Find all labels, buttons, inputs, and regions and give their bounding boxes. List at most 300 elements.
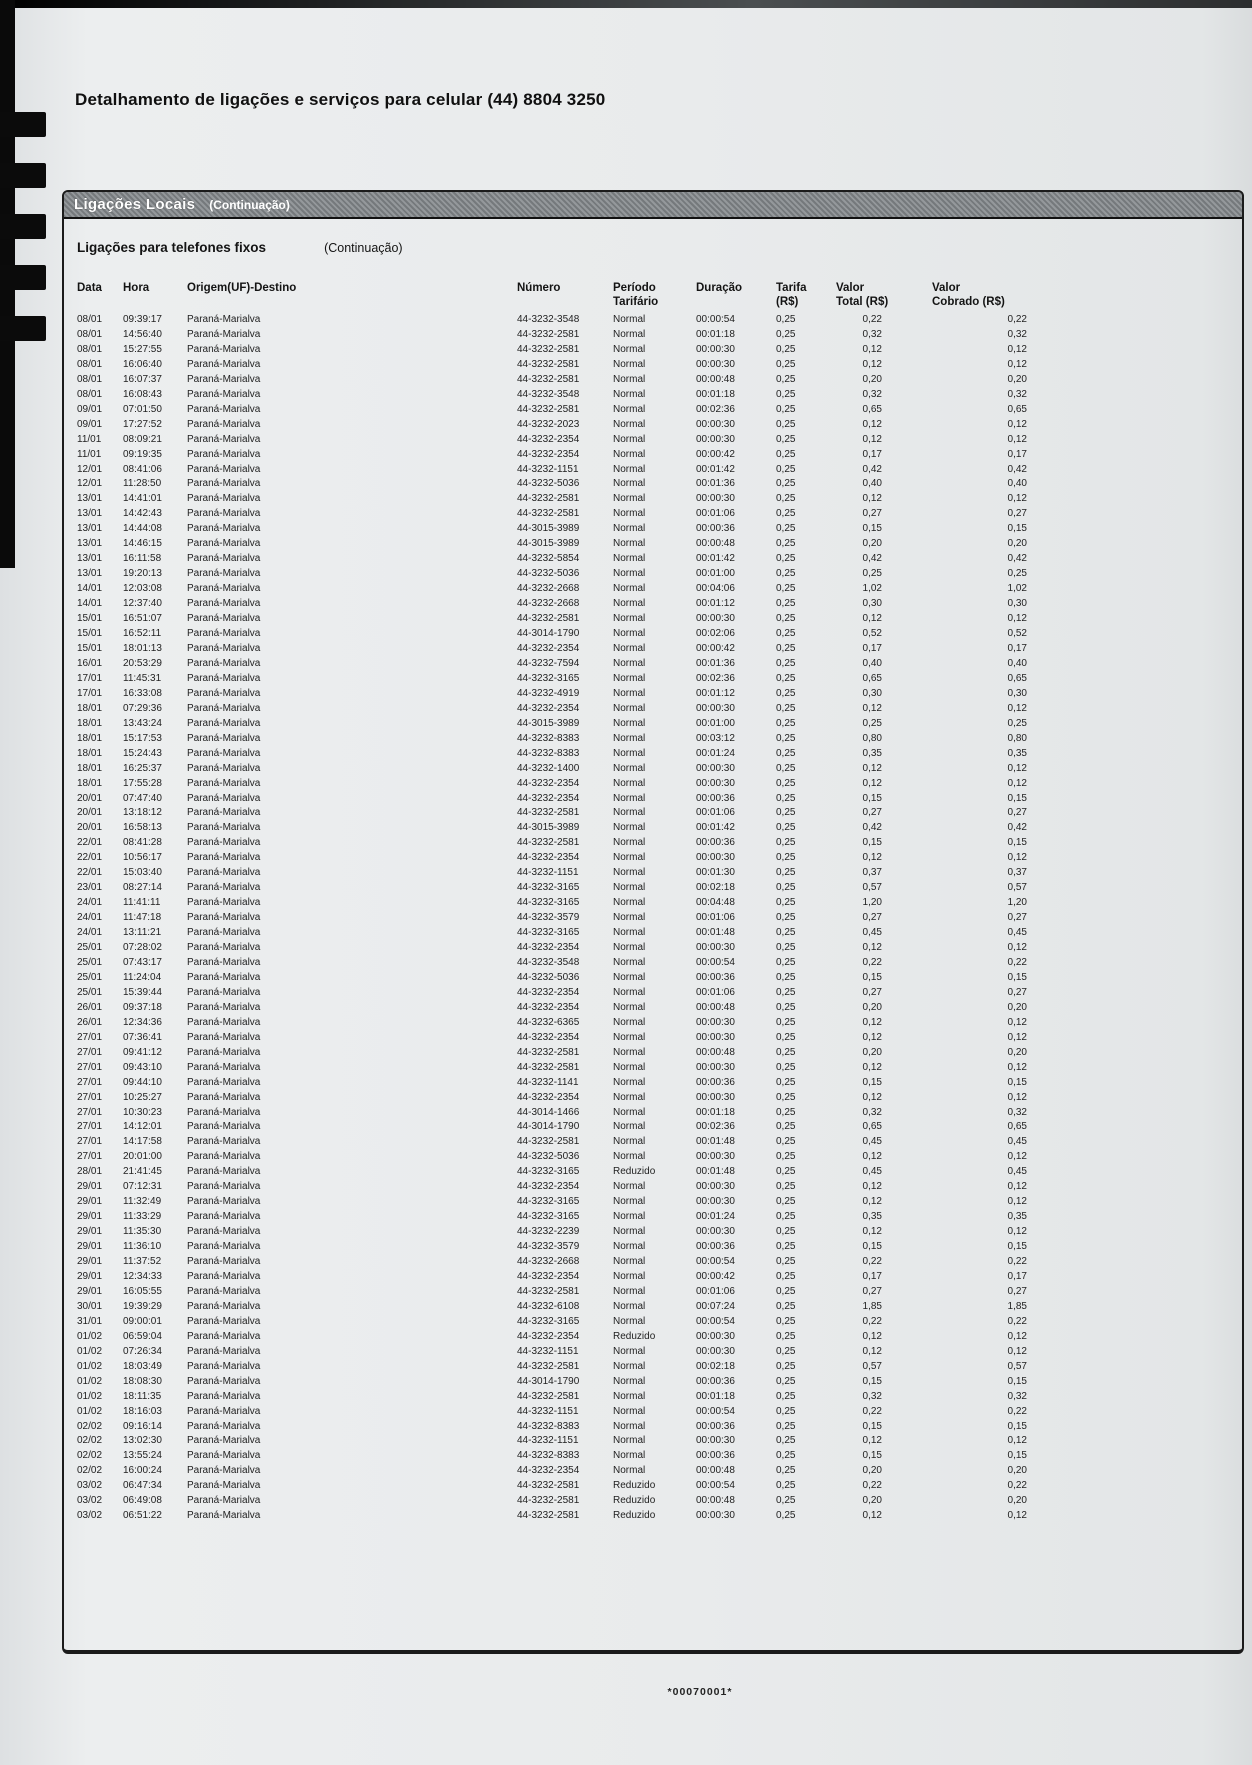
cell-periodo: Normal <box>613 1271 646 1282</box>
cell-periodo: Normal <box>613 1001 646 1013</box>
cell-data: 18/01 <box>77 717 103 729</box>
cell-hora: 17:55:28 <box>123 777 162 789</box>
cell-data: 27/01 <box>77 1106 103 1118</box>
cell-tarifa: 0,25 <box>776 1001 796 1013</box>
cell-data: 30/01 <box>77 1300 103 1312</box>
cell-data: 17/01 <box>77 687 103 699</box>
cell-hora: 09:19:35 <box>123 448 162 460</box>
cell-periodo: Reduzido <box>613 1510 656 1522</box>
cell-duracao: 00:01:24 <box>696 747 735 759</box>
cell-duracao: 00:03:12 <box>696 732 735 744</box>
cell-valor-total: 0,15 <box>862 971 882 983</box>
table-row <box>77 806 1029 821</box>
table-row <box>77 567 1029 582</box>
cell-periodo: Normal <box>613 927 646 939</box>
cell-data: 29/01 <box>77 1256 103 1268</box>
table-row <box>77 956 1029 971</box>
cell-data: 08/01 <box>77 343 103 355</box>
cell-origem: Paraná-Marialva <box>187 1181 261 1193</box>
cell-periodo: Normal <box>613 448 646 460</box>
cell-valor-cobrado: 0,22 <box>1007 956 1027 968</box>
table-row <box>77 1016 1029 1031</box>
subsection-title: Ligações para telefones fixos <box>77 240 267 255</box>
cell-numero: 44-3232-2239 <box>517 1226 580 1238</box>
cell-valor-total: 0,30 <box>862 598 882 610</box>
cell-data: 08/01 <box>77 358 103 370</box>
cell-valor-cobrado: 0,17 <box>1007 1271 1027 1282</box>
cell-tarifa: 0,25 <box>776 657 796 669</box>
cell-numero: 44-3232-2354 <box>517 986 580 998</box>
cell-hora: 09:41:12 <box>123 1046 162 1058</box>
cell-data: 15/01 <box>77 613 103 625</box>
cell-origem: Paraná-Marialva <box>187 1211 261 1223</box>
cell-periodo: Normal <box>613 628 646 640</box>
cell-valor-cobrado: 0,12 <box>1007 1061 1027 1073</box>
cell-valor-total: 0,22 <box>862 1256 882 1268</box>
scan-edge-top <box>0 0 1252 8</box>
cell-hora: 07:36:41 <box>123 1031 162 1043</box>
cell-periodo: Normal <box>613 912 646 924</box>
scan-binding-mark <box>0 214 46 239</box>
cell-valor-cobrado: 0,12 <box>1007 1435 1027 1447</box>
cell-duracao: 00:04:48 <box>696 897 735 909</box>
cell-tarifa: 0,25 <box>776 852 796 864</box>
cell-numero: 44-3232-5036 <box>517 1151 580 1163</box>
table-row <box>77 1360 1029 1375</box>
cell-periodo: Normal <box>613 702 646 714</box>
table-row <box>77 1165 1029 1180</box>
cell-duracao: 00:00:54 <box>696 1480 735 1492</box>
cell-tarifa: 0,25 <box>776 1106 796 1118</box>
cell-valor-total: 0,22 <box>862 1480 882 1492</box>
cell-valor-total: 0,12 <box>862 1016 882 1028</box>
cell-hora: 10:30:23 <box>123 1106 162 1118</box>
cell-data: 16/01 <box>77 657 103 669</box>
cell-tarifa: 0,25 <box>776 418 796 430</box>
cell-valor-total: 0,27 <box>862 807 882 819</box>
cell-hora: 16:06:40 <box>123 358 162 370</box>
cell-numero: 44-3232-2354 <box>517 1271 580 1282</box>
cell-valor-cobrado: 0,12 <box>1007 1510 1027 1522</box>
table-row <box>77 1494 1029 1509</box>
cell-periodo: Reduzido <box>613 1480 656 1492</box>
cell-valor-total: 0,15 <box>862 1375 882 1387</box>
cell-numero: 44-3232-5036 <box>517 568 580 580</box>
cell-hora: 06:49:08 <box>123 1495 162 1507</box>
cell-hora: 14:41:01 <box>123 493 162 505</box>
cell-valor-cobrado: 0,32 <box>1007 328 1027 340</box>
cell-duracao: 00:00:30 <box>696 358 735 370</box>
cell-hora: 11:32:49 <box>123 1196 162 1208</box>
cell-numero: 44-3232-2354 <box>517 1031 580 1043</box>
cell-origem: Paraná-Marialva <box>187 956 261 968</box>
cell-origem: Paraná-Marialva <box>187 882 261 894</box>
cell-tarifa: 0,25 <box>776 837 796 849</box>
cell-data: 14/01 <box>77 583 103 595</box>
table-row <box>77 507 1029 522</box>
cell-valor-total: 0,17 <box>862 642 882 654</box>
cell-duracao: 00:00:54 <box>696 314 735 325</box>
cell-valor-total: 1,02 <box>862 583 882 595</box>
table-row <box>77 702 1029 717</box>
cell-numero: 44-3232-2581 <box>517 1390 580 1402</box>
cell-valor-cobrado: 0,20 <box>1007 1046 1027 1058</box>
cell-origem: Paraná-Marialva <box>187 418 261 430</box>
cell-data: 09/01 <box>77 418 103 430</box>
cell-numero: 44-3232-6108 <box>517 1300 580 1312</box>
cell-data: 02/02 <box>77 1465 103 1477</box>
cell-duracao: 00:00:30 <box>696 1330 735 1342</box>
cell-hora: 11:35:30 <box>123 1226 162 1238</box>
cell-origem: Paraná-Marialva <box>187 328 261 340</box>
cell-duracao: 00:00:54 <box>696 1256 735 1268</box>
cell-tarifa: 0,25 <box>776 717 796 729</box>
cell-tarifa: 0,25 <box>776 538 796 550</box>
cell-duracao: 00:00:30 <box>696 1031 735 1043</box>
cell-data: 29/01 <box>77 1226 103 1238</box>
cell-duracao: 00:01:18 <box>696 1106 735 1118</box>
cell-hora: 09:16:14 <box>123 1420 162 1432</box>
cell-duracao: 00:00:42 <box>696 448 735 460</box>
cell-data: 15/01 <box>77 628 103 640</box>
table-row <box>77 388 1029 403</box>
table-row <box>77 313 1029 328</box>
cell-valor-total: 0,35 <box>862 747 882 759</box>
cell-valor-total: 0,32 <box>862 388 882 400</box>
cell-tarifa: 0,25 <box>776 478 796 490</box>
cell-duracao: 00:00:48 <box>696 1001 735 1013</box>
cell-data: 08/01 <box>77 373 103 385</box>
cell-valor-cobrado: 0,12 <box>1007 1345 1027 1357</box>
cell-valor-cobrado: 0,15 <box>1007 1420 1027 1432</box>
section-continuation-label: (Continuação) <box>209 197 290 212</box>
cell-duracao: 00:00:30 <box>696 852 735 864</box>
cell-periodo: Normal <box>613 613 646 625</box>
cell-duracao: 00:01:18 <box>696 388 735 400</box>
cell-duracao: 00:00:36 <box>696 1375 735 1387</box>
cell-hora: 10:25:27 <box>123 1091 162 1103</box>
table-row <box>77 986 1029 1001</box>
cell-valor-cobrado: 1,02 <box>1007 583 1027 595</box>
cell-valor-total: 0,12 <box>862 433 882 445</box>
cell-valor-cobrado: 0,12 <box>1007 942 1027 954</box>
cell-numero: 44-3232-2668 <box>517 598 580 610</box>
cell-hora: 16:52:11 <box>123 628 162 640</box>
cell-numero: 44-3232-2581 <box>517 328 580 340</box>
cell-origem: Paraná-Marialva <box>187 867 261 879</box>
cell-data: 13/01 <box>77 568 103 580</box>
cell-data: 01/02 <box>77 1390 103 1402</box>
cell-periodo: Normal <box>613 373 646 385</box>
table-row <box>77 1464 1029 1479</box>
cell-data: 24/01 <box>77 897 103 909</box>
cell-duracao: 00:00:54 <box>696 1405 735 1417</box>
cell-tarifa: 0,25 <box>776 1211 796 1223</box>
cell-periodo: Reduzido <box>613 1166 656 1178</box>
cell-valor-total: 0,20 <box>862 538 882 550</box>
cell-tarifa: 0,25 <box>776 1091 796 1103</box>
cell-numero: 44-3232-3165 <box>517 1166 580 1178</box>
cell-data: 03/02 <box>77 1480 103 1492</box>
cell-tarifa: 0,25 <box>776 1061 796 1073</box>
cell-duracao: 00:00:30 <box>696 1091 735 1103</box>
cell-origem: Paraná-Marialva <box>187 373 261 385</box>
cell-numero: 44-3232-2354 <box>517 448 580 460</box>
cell-tarifa: 0,25 <box>776 628 796 640</box>
cell-periodo: Reduzido <box>613 1495 656 1507</box>
cell-valor-cobrado: 0,20 <box>1007 538 1027 550</box>
cell-hora: 08:27:14 <box>123 882 162 894</box>
cell-numero: 44-3232-7594 <box>517 657 580 669</box>
cell-data: 13/01 <box>77 493 103 505</box>
cell-tarifa: 0,25 <box>776 1300 796 1312</box>
cell-duracao: 00:00:36 <box>696 837 735 849</box>
cell-numero: 44-3232-1400 <box>517 762 580 774</box>
cell-hora: 14:56:40 <box>123 328 162 340</box>
cell-valor-total: 0,57 <box>862 882 882 894</box>
cell-periodo: Normal <box>613 433 646 445</box>
cell-valor-cobrado: 0,12 <box>1007 762 1027 774</box>
cell-hora: 15:39:44 <box>123 986 162 998</box>
cell-periodo: Normal <box>613 1405 646 1417</box>
cell-hora: 15:03:40 <box>123 867 162 879</box>
table-row <box>77 941 1029 956</box>
cell-hora: 15:17:53 <box>123 732 162 744</box>
cell-tarifa: 0,25 <box>776 1510 796 1522</box>
cell-valor-total: 0,12 <box>862 1510 882 1522</box>
cell-origem: Paraná-Marialva <box>187 702 261 714</box>
cell-numero: 44-3232-2581 <box>517 493 580 505</box>
header-data: Data <box>77 282 102 294</box>
cell-duracao: 00:01:48 <box>696 927 735 939</box>
cell-origem: Paraná-Marialva <box>187 448 261 460</box>
cell-tarifa: 0,25 <box>776 373 796 385</box>
table-row <box>77 836 1029 851</box>
cell-numero: 44-3232-2581 <box>517 373 580 385</box>
cell-periodo: Normal <box>613 1360 646 1372</box>
cell-data: 25/01 <box>77 971 103 983</box>
cell-numero: 44-3232-3548 <box>517 388 580 400</box>
cell-origem: Paraná-Marialva <box>187 1271 261 1282</box>
cell-hora: 18:01:13 <box>123 642 162 654</box>
cell-periodo: Normal <box>613 403 646 415</box>
cell-hora: 16:05:55 <box>123 1285 162 1297</box>
cell-hora: 07:28:02 <box>123 942 162 954</box>
cell-data: 27/01 <box>77 1046 103 1058</box>
cell-data: 02/02 <box>77 1435 103 1447</box>
cell-duracao: 00:00:42 <box>696 642 735 654</box>
cell-duracao: 00:01:06 <box>696 508 735 520</box>
cell-origem: Paraná-Marialva <box>187 642 261 654</box>
cell-valor-cobrado: 0,15 <box>1007 523 1027 535</box>
cell-origem: Paraná-Marialva <box>187 732 261 744</box>
cell-duracao: 00:00:30 <box>696 777 735 789</box>
cell-valor-total: 0,65 <box>862 1121 882 1133</box>
cell-valor-total: 0,12 <box>862 852 882 864</box>
calls-table-header <box>77 269 1029 313</box>
cell-origem: Paraná-Marialva <box>187 388 261 400</box>
table-row <box>77 1001 1029 1016</box>
cell-numero: 44-3232-3165 <box>517 672 580 684</box>
cell-origem: Paraná-Marialva <box>187 687 261 699</box>
cell-hora: 08:09:21 <box>123 433 162 445</box>
cell-numero: 44-3232-5854 <box>517 553 580 565</box>
cell-valor-cobrado: 0,12 <box>1007 493 1027 505</box>
header-periodo-line2: Tarifário <box>613 296 659 308</box>
cell-valor-cobrado: 0,17 <box>1007 448 1027 460</box>
cell-valor-cobrado: 1,20 <box>1007 897 1027 909</box>
cell-numero: 44-3232-2581 <box>517 358 580 370</box>
scan-binding-mark <box>0 163 46 188</box>
cell-tarifa: 0,25 <box>776 568 796 580</box>
cell-data: 24/01 <box>77 912 103 924</box>
cell-numero: 44-3232-1151 <box>517 463 579 475</box>
cell-valor-cobrado: 0,35 <box>1007 1211 1027 1223</box>
scan-binding-mark <box>0 316 46 341</box>
cell-periodo: Normal <box>613 314 646 325</box>
header-periodo <box>613 269 696 313</box>
cell-hora: 16:51:07 <box>123 613 162 625</box>
cell-origem: Paraná-Marialva <box>187 1121 261 1133</box>
cell-tarifa: 0,25 <box>776 687 796 699</box>
cell-origem: Paraná-Marialva <box>187 1031 261 1043</box>
cell-valor-total: 0,65 <box>862 403 882 415</box>
cell-numero: 44-3015-3989 <box>517 822 580 834</box>
cell-periodo: Normal <box>613 1465 646 1477</box>
cell-periodo: Normal <box>613 642 646 654</box>
cell-periodo: Normal <box>613 1285 646 1297</box>
cell-numero: 44-3232-2354 <box>517 433 580 445</box>
cell-tarifa: 0,25 <box>776 1480 796 1492</box>
cell-hora: 18:16:03 <box>123 1405 162 1417</box>
cell-numero: 44-3014-1790 <box>517 1375 580 1387</box>
cell-data: 01/02 <box>77 1375 103 1387</box>
cell-valor-total: 0,42 <box>862 553 882 565</box>
cell-numero: 44-3232-2354 <box>517 792 580 804</box>
cell-origem: Paraná-Marialva <box>187 912 261 924</box>
cell-numero: 44-3232-2581 <box>517 403 580 415</box>
cell-data: 15/01 <box>77 642 103 654</box>
cell-origem: Paraná-Marialva <box>187 508 261 520</box>
cell-duracao: 00:01:06 <box>696 807 735 819</box>
table-row <box>77 881 1029 896</box>
cell-origem: Paraná-Marialva <box>187 762 261 774</box>
cell-duracao: 00:01:00 <box>696 568 735 580</box>
table-row <box>77 328 1029 343</box>
cell-duracao: 00:00:48 <box>696 373 735 385</box>
cell-hora: 06:51:22 <box>123 1510 162 1522</box>
cell-valor-total: 0,27 <box>862 912 882 924</box>
cell-numero: 44-3232-8383 <box>517 747 580 759</box>
cell-valor-total: 0,12 <box>862 1196 882 1208</box>
cell-origem: Paraná-Marialva <box>187 747 261 759</box>
cell-tarifa: 0,25 <box>776 1196 796 1208</box>
cell-hora: 17:27:52 <box>123 418 162 430</box>
cell-periodo: Reduzido <box>613 1330 656 1342</box>
table-row <box>77 418 1029 433</box>
header-valor-cobrado-line2: Cobrado (R$) <box>932 296 1005 308</box>
cell-numero: 44-3015-3989 <box>517 538 580 550</box>
cell-periodo: Normal <box>613 493 646 505</box>
cell-periodo: Normal <box>613 1091 646 1103</box>
cell-duracao: 00:07:24 <box>696 1300 735 1312</box>
cell-duracao: 00:02:36 <box>696 1121 735 1133</box>
cell-duracao: 00:00:30 <box>696 343 735 355</box>
cell-valor-total: 0,12 <box>862 1031 882 1043</box>
table-row <box>77 1180 1029 1195</box>
cell-hora: 11:33:29 <box>123 1211 162 1223</box>
table-row <box>77 1106 1029 1121</box>
cell-hora: 07:01:50 <box>123 403 162 415</box>
cell-tarifa: 0,25 <box>776 986 796 998</box>
cell-duracao: 00:00:36 <box>696 1420 735 1432</box>
table-row <box>77 1509 1029 1524</box>
cell-valor-cobrado: 0,20 <box>1007 1465 1027 1477</box>
cell-numero: 44-3232-3548 <box>517 314 580 325</box>
cell-numero: 44-3014-1790 <box>517 628 580 640</box>
cell-periodo: Normal <box>613 672 646 684</box>
cell-origem: Paraná-Marialva <box>187 1285 261 1297</box>
cell-numero: 44-3232-1151 <box>517 1345 579 1357</box>
cell-tarifa: 0,25 <box>776 613 796 625</box>
cell-valor-cobrado: 0,37 <box>1007 867 1027 879</box>
cell-valor-cobrado: 0,12 <box>1007 1016 1027 1028</box>
cell-tarifa: 0,25 <box>776 1046 796 1058</box>
table-row <box>77 343 1029 358</box>
calls-section-box <box>62 190 1244 1654</box>
header-valor-total-line2: Total (R$) <box>836 296 889 308</box>
cell-duracao: 00:01:42 <box>696 553 735 565</box>
cell-periodo: Normal <box>613 583 646 595</box>
cell-valor-cobrado: 0,27 <box>1007 912 1027 924</box>
cell-data: 29/01 <box>77 1181 103 1193</box>
cell-tarifa: 0,25 <box>776 1166 796 1178</box>
cell-periodo: Normal <box>613 1375 646 1387</box>
cell-valor-total: 0,20 <box>862 1046 882 1058</box>
cell-valor-cobrado: 0,22 <box>1007 314 1027 325</box>
cell-valor-cobrado: 0,12 <box>1007 702 1027 714</box>
cell-valor-cobrado: 0,27 <box>1007 1285 1027 1297</box>
cell-periodo: Normal <box>613 747 646 759</box>
cell-tarifa: 0,25 <box>776 343 796 355</box>
cell-duracao: 00:02:36 <box>696 403 735 415</box>
cell-valor-total: 0,12 <box>862 702 882 714</box>
cell-data: 27/01 <box>77 1076 103 1088</box>
cell-data: 29/01 <box>77 1211 103 1223</box>
cell-hora: 14:42:43 <box>123 508 162 520</box>
table-row <box>77 1031 1029 1046</box>
cell-origem: Paraná-Marialva <box>187 1450 261 1462</box>
cell-valor-total: 0,15 <box>862 523 882 535</box>
cell-valor-total: 0,45 <box>862 927 882 939</box>
cell-origem: Paraná-Marialva <box>187 478 261 490</box>
cell-valor-total: 0,12 <box>862 1151 882 1163</box>
cell-valor-total: 0,12 <box>862 1091 882 1103</box>
cell-data: 12/01 <box>77 463 103 475</box>
cell-valor-total: 0,12 <box>862 777 882 789</box>
cell-valor-cobrado: 0,15 <box>1007 1450 1027 1462</box>
cell-origem: Paraná-Marialva <box>187 433 261 445</box>
cell-valor-cobrado: 0,20 <box>1007 1495 1027 1507</box>
cell-origem: Paraná-Marialva <box>187 717 261 729</box>
cell-data: 26/01 <box>77 1001 103 1013</box>
cell-hora: 20:53:29 <box>123 657 162 669</box>
cell-hora: 19:39:29 <box>123 1300 162 1312</box>
cell-numero: 44-3232-3165 <box>517 1196 580 1208</box>
cell-origem: Paraná-Marialva <box>187 583 261 595</box>
cell-valor-total: 0,57 <box>862 1360 882 1372</box>
cell-data: 01/02 <box>77 1360 103 1372</box>
